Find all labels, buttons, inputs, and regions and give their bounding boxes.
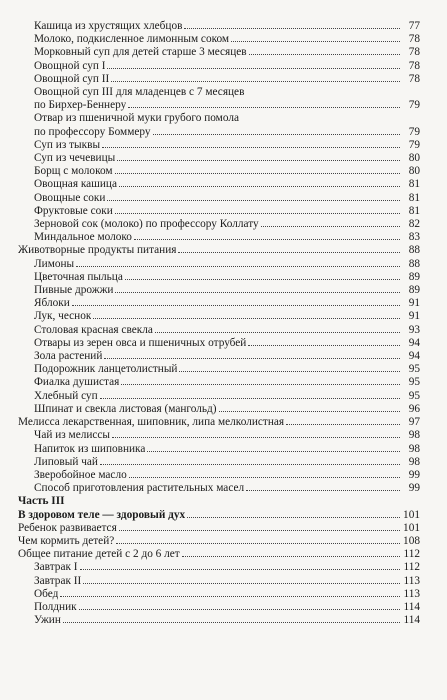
toc-entry-title: Овощной суп II	[34, 72, 110, 85]
dot-leader	[93, 317, 400, 319]
dot-leader	[184, 27, 400, 29]
dot-leader	[187, 516, 400, 518]
toc-entry-title: Зола растений	[34, 350, 103, 363]
toc-entry-page: 93	[408, 323, 420, 336]
toc-entry-title: Отвары из зерен овса и пшеничных отрубей	[34, 336, 247, 349]
toc-entry-title: Шпинат и свекла листовая (мангольд)	[34, 402, 217, 415]
toc-entry-title: Молоко, подкисленное лимонным соком	[34, 33, 230, 46]
toc-entry-title: Цветочная пыльца	[34, 270, 123, 283]
toc-entry	[18, 350, 420, 363]
toc-entry-title: Чай из мелиссы	[34, 429, 111, 442]
section-heading: Часть III	[18, 495, 65, 508]
toc-entry-page: 114	[403, 614, 420, 627]
table-of-contents	[18, 20, 420, 627]
dot-leader	[107, 67, 400, 69]
toc-entry	[18, 522, 420, 535]
dot-leader	[83, 582, 400, 584]
toc-entry	[18, 112, 420, 138]
dot-leader	[100, 397, 400, 399]
toc-entry-page: 94	[408, 336, 420, 349]
toc-entry-page: 78	[408, 72, 420, 85]
toc-entry-page: 95	[408, 376, 420, 389]
dot-leader	[286, 423, 400, 425]
toc-entry-page: 96	[408, 402, 420, 415]
dot-leader	[60, 595, 400, 597]
toc-entry	[18, 231, 420, 244]
toc-entry	[18, 456, 420, 469]
toc-entry	[18, 60, 420, 73]
toc-entry-title: Столовая красная свекла	[34, 323, 153, 336]
toc-entry-title: Овощная кашица	[34, 178, 117, 191]
dot-leader	[249, 53, 400, 55]
dot-leader	[134, 238, 400, 240]
dot-leader	[155, 331, 400, 333]
toc-entry-page: 88	[408, 244, 420, 257]
toc-entry-title: Ужин	[34, 614, 61, 627]
toc-entry-title: Овощной суп I	[34, 59, 106, 72]
toc-entry	[18, 258, 420, 271]
toc-entry	[18, 482, 420, 495]
toc-entry-title: Зерновой сок (молоко) по профессору Коллату	[34, 218, 259, 231]
toc-entry-title: Отвар из пшеничной муки грубого помола	[34, 112, 239, 125]
dot-leader	[231, 40, 400, 42]
toc-entry-page: 81	[408, 178, 420, 191]
toc-entry-page: 82	[408, 218, 420, 231]
toc-entry-page: 79	[408, 99, 420, 112]
toc-entry-page: 98	[408, 442, 420, 455]
toc-entry-title: Фруктовые соки	[34, 204, 113, 217]
toc-entry-page: 101	[403, 521, 420, 534]
toc-entry	[18, 509, 420, 522]
toc-entry	[18, 244, 420, 257]
toc-entry	[18, 561, 420, 574]
toc-entry	[18, 429, 420, 442]
toc-entry-title: Чем кормить детей?	[18, 534, 115, 547]
toc-entry	[18, 192, 420, 205]
toc-entry-page: 78	[408, 33, 420, 46]
toc-entry	[18, 178, 420, 191]
toc-entry	[18, 73, 420, 86]
toc-entry-page: 80	[408, 165, 420, 178]
toc-entry	[18, 390, 420, 403]
toc-entry-page: 112	[403, 561, 420, 574]
dot-leader	[147, 450, 400, 452]
toc-entry-title: Общее питание детей с 2 до 6 лет	[18, 548, 180, 561]
toc-entry	[18, 575, 420, 588]
toc-entry-title: Овощной суп III для младенцев с 7 месяцев	[34, 86, 245, 99]
dot-leader	[107, 199, 400, 201]
toc-entry-title: Завтрак II	[34, 574, 82, 587]
toc-entry-page: 113	[403, 587, 420, 600]
toc-entry	[18, 614, 420, 627]
dot-leader	[129, 476, 400, 478]
toc-entry-title: Пивные дрожжи	[34, 284, 114, 297]
toc-entry	[18, 443, 420, 456]
toc-entry-title: Борщ с молоком	[34, 165, 113, 178]
toc-entry-page: 113	[403, 574, 420, 587]
toc-entry	[18, 139, 420, 152]
toc-entry-page: 81	[408, 204, 420, 217]
dot-leader	[121, 383, 400, 385]
dot-leader	[72, 304, 400, 306]
toc-entry-page: 101	[403, 508, 420, 521]
toc-entry-page: 91	[408, 297, 420, 310]
toc-entry-page: 98	[408, 455, 420, 468]
toc-entry	[18, 416, 420, 429]
toc-entry-title: Завтрак I	[34, 561, 78, 574]
toc-entry-title: Морковный суп для детей старше 3 месяцев	[34, 46, 247, 59]
dot-leader	[115, 291, 400, 293]
toc-entry	[18, 403, 420, 416]
toc-entry-title: Кашица из хрустящих хлебцов	[34, 20, 183, 32]
toc-entry	[18, 376, 420, 389]
dot-leader	[178, 251, 400, 253]
toc-entry	[18, 601, 420, 614]
dot-leader	[119, 185, 400, 187]
dot-leader	[119, 529, 400, 531]
toc-entry-page: 83	[408, 231, 420, 244]
toc-entry-title: Миндальное молоко	[34, 231, 132, 244]
dot-leader	[261, 225, 400, 227]
toc-entry-page: 108	[403, 534, 420, 547]
dot-leader	[100, 463, 400, 465]
toc-entry	[18, 310, 420, 323]
toc-entry	[18, 218, 420, 231]
toc-entry-page: 94	[408, 350, 420, 363]
dot-leader	[219, 410, 400, 412]
toc-entry	[18, 588, 420, 601]
dot-leader	[248, 344, 400, 346]
toc-entry-page: 95	[408, 363, 420, 376]
toc-entry-page: 88	[408, 257, 420, 270]
dot-leader	[79, 608, 400, 610]
toc-entry-title: Полдник	[34, 600, 77, 613]
toc-entry-title: Овощные соки	[34, 191, 106, 204]
toc-entry-page: 80	[408, 152, 420, 165]
toc-entry-title: Липовый чай	[34, 455, 98, 468]
toc-entry-title: Суп из тыквы	[34, 138, 101, 151]
toc-entry	[18, 297, 420, 310]
toc-entry-title-continued: по Бирхер-Беннеру	[34, 99, 127, 112]
toc-entry-page: 81	[408, 191, 420, 204]
dot-leader	[104, 357, 400, 359]
dot-leader	[76, 265, 400, 267]
toc-entry-title: Фиалка душистая	[34, 376, 120, 389]
toc-entry-page: 98	[408, 429, 420, 442]
toc-entry-title: Подорожник ланцетолистный	[34, 363, 178, 376]
toc-entry-page: 79	[408, 138, 420, 151]
toc-entry	[18, 284, 420, 297]
toc-entry-title: Животворные продукты питания	[18, 244, 177, 257]
toc-entry-title-continued: по профессору Боммеру	[34, 125, 151, 138]
toc-entry	[18, 535, 420, 548]
dot-leader	[115, 212, 400, 214]
toc-entry-page: 97	[408, 416, 420, 429]
toc-entry-page: 78	[408, 46, 420, 59]
dot-leader	[63, 621, 400, 623]
toc-entry	[18, 86, 420, 112]
toc-entry	[18, 165, 420, 178]
dot-leader	[111, 80, 400, 82]
toc-entry-title: Напиток из шиповника	[34, 442, 146, 455]
dot-leader	[112, 436, 400, 438]
toc-entry-page: 79	[408, 125, 420, 138]
toc-entry-title: Способ приготовления растительных масел	[34, 482, 245, 495]
dot-leader	[80, 568, 400, 570]
toc-entry-page: 112	[403, 548, 420, 561]
toc-entry-title: Ребенок развивается	[18, 521, 117, 534]
dot-leader	[182, 555, 400, 557]
toc-entry-page: 89	[408, 270, 420, 283]
toc-entry-title: Обед	[34, 587, 59, 600]
toc-entry	[18, 469, 420, 482]
dot-leader	[246, 489, 400, 491]
toc-entry-title: Зверобойное масло	[34, 468, 127, 481]
toc-entry	[18, 363, 420, 376]
dot-leader	[102, 146, 400, 148]
toc-entry-title: Яблоки	[34, 297, 70, 310]
dot-leader	[128, 106, 400, 108]
toc-entry	[18, 46, 420, 59]
toc-entry-page: 99	[408, 468, 420, 481]
dot-leader	[179, 370, 400, 372]
dot-leader	[117, 159, 400, 161]
toc-entry-title: Лимоны	[34, 257, 75, 270]
toc-entry-page: 91	[408, 310, 420, 323]
toc-entry-page: 99	[408, 482, 420, 495]
toc-entry	[18, 337, 420, 350]
dot-leader	[125, 278, 400, 280]
toc-entry	[18, 20, 420, 33]
toc-entry	[18, 205, 420, 218]
toc-entry-page: 77	[408, 20, 420, 32]
toc-entry-page: 78	[408, 59, 420, 72]
toc-entry-title: Лук, чеснок	[34, 310, 92, 323]
dot-leader	[116, 542, 400, 544]
toc-entry	[18, 152, 420, 165]
toc-entry-title: Хлебный суп	[34, 389, 98, 402]
toc-entry	[18, 33, 420, 46]
toc-entry-title: В здоровом теле — здоровый дух	[18, 508, 186, 521]
dot-leader	[153, 133, 400, 135]
toc-entry-page: 95	[408, 389, 420, 402]
toc-entry-page: 89	[408, 284, 420, 297]
toc-entry	[18, 324, 420, 337]
toc-entry	[18, 271, 420, 284]
toc-entry-title: Мелисса лекарственная, шиповник, липа мелколистная	[18, 416, 285, 429]
dot-leader	[115, 172, 400, 174]
toc-entry-page: 114	[403, 600, 420, 613]
toc-entry-title: Суп из чечевицы	[34, 152, 116, 165]
toc-entry	[18, 548, 420, 561]
